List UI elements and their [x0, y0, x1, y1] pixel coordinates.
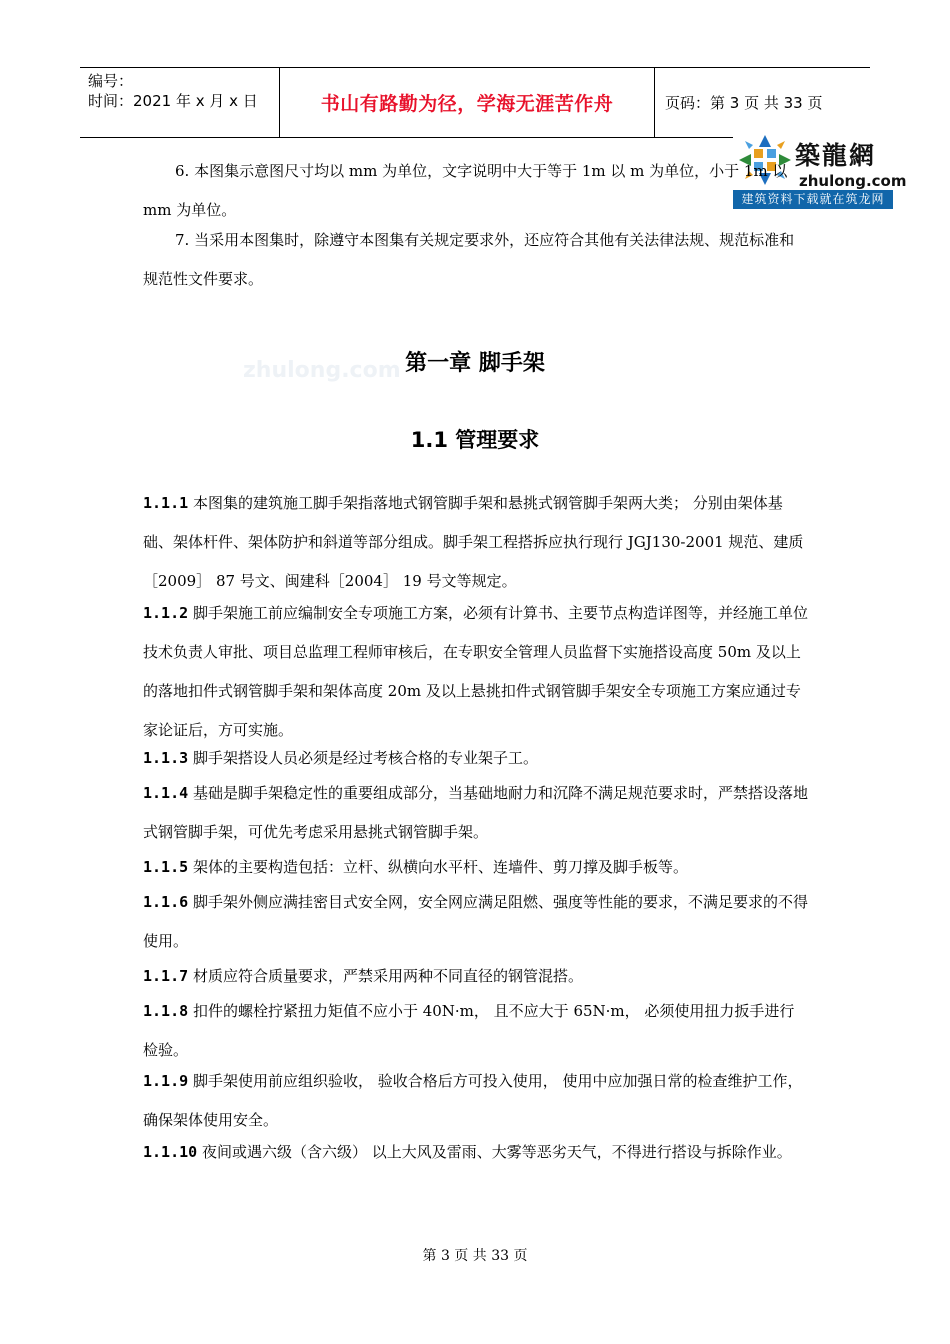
item-text: 基础是脚手架稳定性的重要组成部分，当基础地耐力和沉降不满足规范要求时，严禁搭设落地式钢管脚手架，可优先考虑采用悬挑式钢管脚手架。	[143, 784, 808, 841]
logo-url: zhulong.com	[799, 172, 907, 190]
list-item	[143, 484, 808, 601]
item-text: 本图集的建筑施工脚手架指落地式钢管脚手架和悬挑式钢管脚手架两大类； 分别由架体基础、架体杆件、架体防护和斜道等部分组成。脚手架工程搭拆应执行现行 JGJ130-2001 规范、建质［2009］ 87 号文、闽建科［2004］ 19 号文等规定。	[143, 494, 804, 590]
item-number: 1.1.9	[143, 1072, 189, 1090]
header-motto: 书山有路勤为径，学海无涯苦作舟	[280, 68, 655, 137]
header-number: 编号：	[88, 72, 134, 90]
item-number: 1.1.2	[143, 604, 189, 622]
watermark: zhulong.com	[243, 358, 401, 383]
item-number: 1.1.7	[143, 967, 189, 985]
page-header	[80, 67, 870, 138]
item-number: 1.1.1	[143, 494, 189, 512]
section-title: 1.1 管理要求	[410, 428, 540, 452]
item-text: 扣件的螺栓拧紧扭力矩值不应小于 40N·m， 且不应大于 65N·m， 必须使用扭力扳手进行检验。	[143, 1002, 795, 1059]
item-number: 1.1.4	[143, 784, 189, 802]
header-meta	[80, 68, 280, 137]
item-text: 脚手架外侧应满挂密目式安全网，安全网应满足阻燃、强度等性能的要求，不满足要求的不得使用。	[143, 893, 808, 950]
item-text: 脚手架施工前应编制安全专项施工方案，必须有计算书、主要节点构造详图等，并经施工单位技术负责人审批、项目总监理工程师审核后，在专职安全管理人员监督下实施搭设高度 50m 及以上的落地扣件式钢管脚手架和架体高度 20m 及以上悬挑扣件式钢管脚手架安全专项施工方案应通过专家论证后，方可实施。	[143, 604, 808, 739]
item-text: 夜间或遇六级（含六级） 以上大风及雷雨、大雾等恶劣天气，不得进行搭设与拆除作业。	[201, 1143, 792, 1161]
item-text: 材质应符合质量要求，严禁采用两种不同直径的钢管混搭。	[192, 967, 583, 985]
list-item	[143, 848, 808, 887]
item-text: 脚手架搭设人员必须是经过考核合格的专业架子工。	[192, 749, 538, 767]
logo-tagline: 建筑资料下载就在筑龙网	[733, 190, 893, 209]
list-item	[143, 883, 808, 961]
list-item	[143, 739, 808, 778]
item-text: 架体的主要构造包括：立杆、纵横向水平杆、连墙件、剪刀撑及脚手板等。	[192, 858, 688, 876]
item-number: 1.1.3	[143, 749, 189, 767]
intro-paragraph-7: 7. 当采用本图集时，除遵守本图集有关规定要求外，还应符合其他有关法律法规、规范标准和规范性文件要求。	[143, 231, 795, 288]
logo-title: 築龍網	[795, 141, 877, 170]
list-item	[143, 992, 808, 1070]
list-item	[143, 957, 808, 996]
item-number: 1.1.8	[143, 1002, 189, 1020]
intro-paragraph-6: 6. 本图集示意图尺寸均以 mm 为单位，文字说明中大于等于 1m 以 m 为单位，小于 1m 以 mm 为单位。	[143, 162, 788, 219]
list-item	[143, 1133, 808, 1172]
list-item	[143, 1062, 808, 1140]
header-time: 时间：2021 年 x 月 x 日	[88, 92, 258, 110]
item-number: 1.1.5	[143, 858, 189, 876]
page-footer: 第 3 页 共 33 页	[422, 1248, 528, 1264]
item-text: 脚手架使用前应组织验收， 验收合格后方可投入使用， 使用中应加强日常的检查维护工作，确保架体使用安全。	[143, 1072, 803, 1129]
item-number: 1.1.6	[143, 893, 189, 911]
item-number: 1.1.10	[143, 1143, 198, 1161]
list-item	[143, 594, 808, 750]
header-page-label: 页码：第 3 页 共 33 页	[665, 94, 823, 112]
list-item	[143, 774, 808, 852]
chapter-title: 第一章 脚手架	[405, 351, 545, 376]
